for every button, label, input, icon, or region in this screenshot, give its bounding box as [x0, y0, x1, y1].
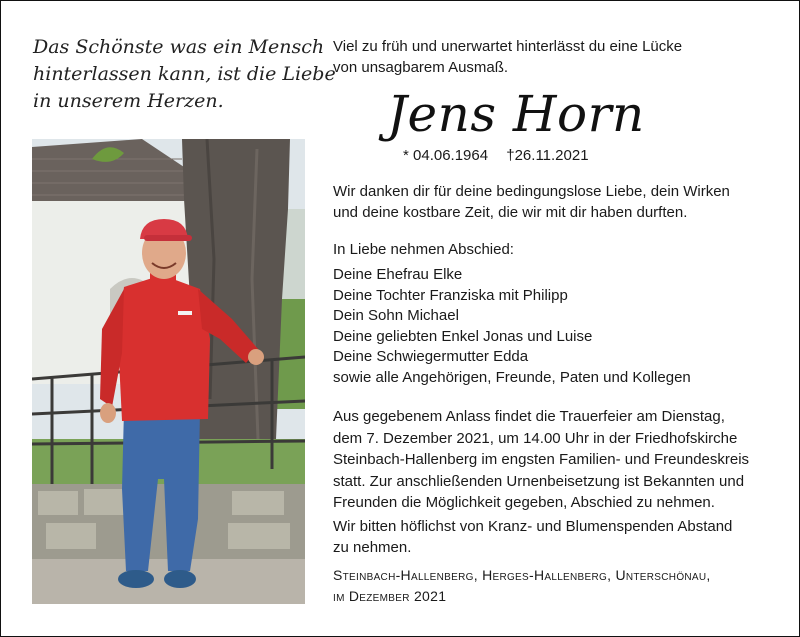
issue-date: im Dezember 2021 — [333, 588, 447, 604]
mourner-item: Deine geliebten Enkel Jonas und Luise — [333, 327, 593, 345]
mourner-item: Deine Ehefrau Elke — [333, 266, 463, 283]
deceased-name: Jens Horn — [387, 85, 645, 143]
memorial-quote — [33, 34, 336, 115]
life-dates — [403, 147, 603, 164]
thanks-line: Wir danken dir für deine bedingungslose Liebe, dein Wirken — [333, 183, 730, 200]
service-details — [333, 406, 749, 514]
service-line: dem 7. Dezember 2021, um 14.00 Uhr in der Friedhofskirche — [333, 429, 738, 447]
places-and-date — [333, 565, 711, 607]
mourner-item: sowie alle Angehörigen, Freunde, Paten und Kollegen — [333, 368, 691, 386]
mourner-item: Dein Sohn Michael — [333, 307, 459, 324]
thanks-text — [333, 181, 730, 223]
thanks-line: und deine kostbare Zeit, die wir mit dir haben durften. — [333, 204, 688, 221]
places-line: Steinbach-Hallenberg, Herges-Hallenberg, Unterschönau, — [333, 567, 711, 583]
flowers-line: Wir bitten höflichst von Kranz- und Blumenspenden Abstand — [333, 518, 733, 535]
service-line: statt. Zur anschließenden Urnenbeisetzung ist Bekannten und — [333, 472, 745, 490]
mourner-item: Deine Schwiegermutter Edda — [333, 348, 529, 365]
intro-line: von unsagbarem Ausmaß. — [333, 59, 509, 76]
intro-text — [333, 36, 682, 78]
service-line: Freunden die Möglichkeit gegeben, Abschied zu nehmen. — [333, 494, 715, 511]
portrait-illustration — [32, 139, 305, 604]
mourners-list — [333, 265, 691, 388]
quote-line: hinterlassen kann, ist die Liebe — [33, 63, 336, 85]
farewell-heading: In Liebe nehmen Abschied: — [333, 241, 514, 258]
birth-date: * 04.06.1964 — [403, 147, 489, 164]
death-date: †26.11.2021 — [506, 147, 589, 164]
mourner-item: Deine Tochter Franziska mit Philipp — [333, 286, 568, 304]
flowers-request — [333, 516, 732, 558]
quote-line: in unserem Herzen. — [33, 90, 224, 112]
service-line: Steinbach-Hallenberg im engsten Familien- und Freundeskreis — [333, 451, 750, 468]
portrait-photo — [32, 139, 305, 604]
flowers-line: zu nehmen. — [333, 539, 412, 556]
service-line: Aus gegebenem Anlass findet die Trauerfeier am Dienstag, — [333, 408, 725, 425]
intro-line: Viel zu früh und unerwartet hinterlässt du eine Lücke — [333, 38, 683, 55]
quote-line: Das Schönste was ein Mensch — [33, 36, 325, 58]
